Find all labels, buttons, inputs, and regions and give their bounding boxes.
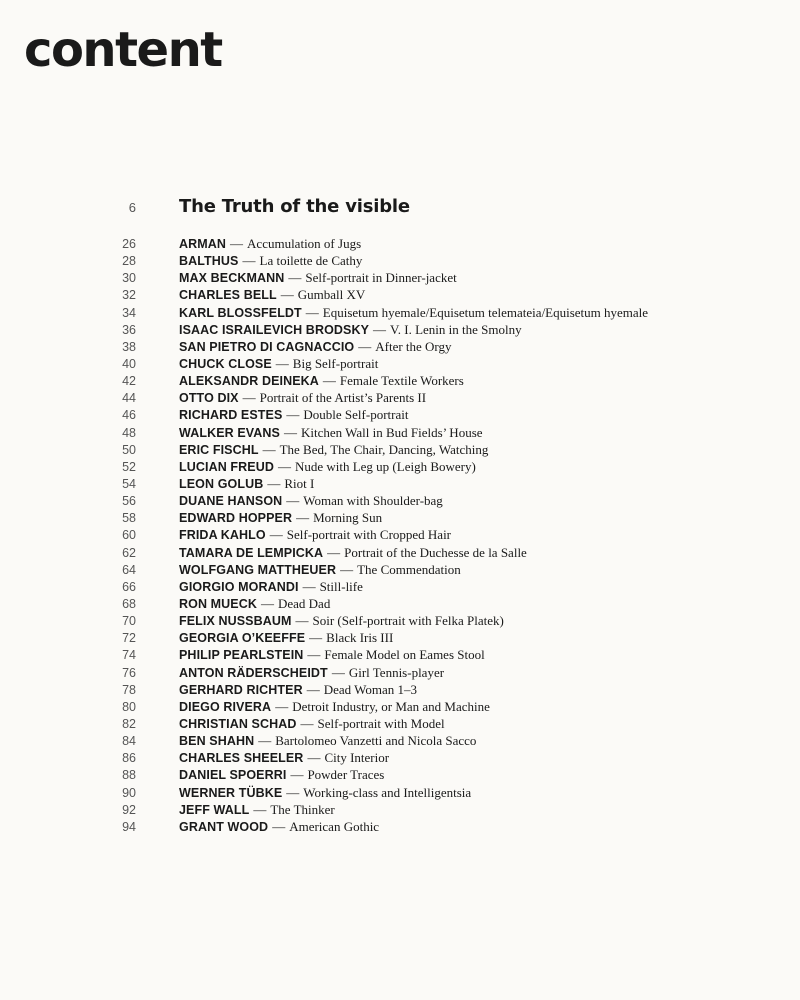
toc-page-number: 94 bbox=[122, 819, 136, 834]
toc-separator: — bbox=[340, 561, 354, 577]
toc-artist-name: WERNER TÜBKE bbox=[179, 785, 283, 800]
toc-entry bbox=[0, 269, 800, 286]
toc-work-title: Portrait of the Artist’s Parents II bbox=[259, 390, 427, 406]
toc-artist-name: SAN PIETRO DI CAGNACCIO bbox=[179, 339, 355, 354]
toc-entry-text bbox=[179, 732, 476, 750]
toc-artist-name: GIORGIO MORANDI bbox=[179, 579, 299, 594]
toc-page-number: 56 bbox=[122, 494, 136, 509]
toc-entry bbox=[0, 749, 800, 766]
toc-entry-text bbox=[179, 749, 389, 767]
toc-page-number: 88 bbox=[122, 768, 136, 783]
toc-artist-name: EDWARD HOPPER bbox=[179, 511, 293, 526]
toc-entry bbox=[0, 321, 800, 338]
toc-entry bbox=[0, 458, 800, 475]
section-heading bbox=[0, 196, 800, 217]
toc-work-title: Girl Tennis-player bbox=[348, 664, 445, 680]
toc-entry-text bbox=[179, 269, 457, 287]
toc-entry-text bbox=[179, 818, 379, 836]
toc-separator: — bbox=[283, 424, 297, 440]
toc-work-title: Gumball XV bbox=[297, 287, 366, 303]
toc-separator: — bbox=[327, 544, 341, 560]
toc-entry-text bbox=[179, 338, 452, 356]
toc-artist-name: CHARLES BELL bbox=[179, 288, 277, 303]
toc-entry bbox=[0, 664, 800, 681]
toc-artist-name: JEFF WALL bbox=[179, 802, 250, 817]
toc-entry bbox=[0, 441, 800, 458]
toc-entry bbox=[0, 286, 800, 303]
toc-page-number: 54 bbox=[122, 476, 136, 491]
toc-work-title: Still-life bbox=[319, 578, 363, 594]
toc-entry bbox=[0, 681, 800, 698]
toc-artist-name: PHILIP PEARLSTEIN bbox=[179, 648, 304, 663]
toc-page-number: 92 bbox=[122, 802, 136, 817]
toc-artist-name: LEON GOLUB bbox=[179, 476, 264, 491]
toc-artist-name: CHARLES SHEELER bbox=[179, 751, 304, 766]
toc-page-number: 48 bbox=[122, 425, 136, 440]
toc-entry-text bbox=[179, 561, 461, 579]
toc-entry bbox=[0, 252, 800, 269]
toc-artist-name: TAMARA DE LEMPICKA bbox=[179, 545, 324, 560]
toc-separator: — bbox=[286, 407, 300, 423]
toc-separator: — bbox=[242, 253, 256, 269]
toc-entry bbox=[0, 406, 800, 423]
section-page-number: 6 bbox=[128, 200, 136, 215]
toc-entry-text bbox=[179, 492, 443, 510]
toc-artist-name: GRANT WOOD bbox=[179, 819, 269, 834]
toc-work-title: Black Iris III bbox=[326, 630, 394, 646]
toc-artist-name: DANIEL SPOERRI bbox=[179, 768, 287, 783]
toc-entry bbox=[0, 801, 800, 818]
toc-work-title: V. I. Lenin in the Smolny bbox=[390, 321, 522, 337]
toc-page-number: 70 bbox=[122, 614, 136, 629]
toc-entry-text bbox=[179, 252, 362, 270]
toc-page-number: 60 bbox=[122, 528, 136, 543]
toc-separator: — bbox=[373, 321, 387, 337]
toc-entry bbox=[0, 304, 800, 321]
toc-entry bbox=[0, 424, 800, 441]
toc-artist-name: ALEKSANDR DEINEKA bbox=[179, 374, 319, 389]
toc-separator: — bbox=[295, 613, 309, 629]
section-title: The Truth of the visible bbox=[179, 196, 410, 217]
toc-page-number: 78 bbox=[122, 682, 136, 697]
toc-entry-text bbox=[179, 406, 408, 424]
toc-page-number: 74 bbox=[122, 648, 136, 663]
toc-work-title: Equisetum hyemale/Equisetum telemateia/Equisetum hyemale bbox=[322, 304, 649, 320]
toc-work-title: La toilette de Cathy bbox=[259, 253, 363, 269]
toc-artist-name: LUCIAN FREUD bbox=[179, 459, 274, 474]
toc-entry bbox=[0, 715, 800, 732]
toc-entry-text bbox=[179, 441, 488, 459]
toc-page-number: 40 bbox=[122, 356, 136, 371]
toc-entry-text bbox=[179, 766, 384, 784]
toc-entry-text bbox=[179, 424, 483, 442]
toc-page-number: 26 bbox=[122, 237, 136, 251]
toc-entry bbox=[0, 475, 800, 492]
toc-work-title: Self-portrait in Dinner-jacket bbox=[305, 270, 457, 286]
toc-separator: — bbox=[253, 801, 267, 817]
toc-entry bbox=[0, 629, 800, 646]
toc-artist-name: KARL BLOSSFELDT bbox=[179, 305, 302, 320]
toc-separator: — bbox=[242, 390, 256, 406]
toc-entry bbox=[0, 544, 800, 561]
toc-entry-text bbox=[179, 612, 504, 630]
toc-work-title: The Bed, The Chair, Dancing, Watching bbox=[279, 441, 489, 457]
toc-work-title: Working-class and Intelligentsia bbox=[303, 784, 472, 800]
toc-entry-text bbox=[179, 578, 363, 596]
toc-artist-name: DIEGO RIVERA bbox=[179, 699, 272, 714]
toc-entry-text bbox=[179, 304, 648, 322]
toc-entry-text bbox=[179, 355, 378, 373]
toc-page-number: 66 bbox=[122, 579, 136, 594]
toc-work-title: Powder Traces bbox=[307, 767, 385, 783]
toc-artist-name: FELIX NUSSBAUM bbox=[179, 614, 292, 629]
toc-entry bbox=[0, 561, 800, 578]
toc-work-title: Kitchen Wall in Bud Fields’ House bbox=[300, 424, 483, 440]
toc-entry-text bbox=[179, 698, 490, 716]
toc-separator: — bbox=[331, 664, 345, 680]
toc-entry-text bbox=[179, 715, 445, 733]
toc-artist-name: GERHARD RICHTER bbox=[179, 682, 303, 697]
toc-page-number: 84 bbox=[122, 734, 136, 749]
toc-separator: — bbox=[286, 784, 300, 800]
toc-page-number: 32 bbox=[122, 288, 136, 303]
toc-separator: — bbox=[358, 338, 372, 354]
toc-entry bbox=[0, 698, 800, 715]
toc-artist-name: BEN SHAHN bbox=[179, 734, 255, 749]
toc-entry bbox=[0, 612, 800, 629]
toc-entry bbox=[0, 372, 800, 389]
toc-entry bbox=[0, 338, 800, 355]
toc-work-title: Morning Sun bbox=[313, 510, 383, 526]
toc-page-number: 46 bbox=[122, 408, 136, 423]
toc-entry bbox=[0, 492, 800, 509]
toc-separator: — bbox=[258, 733, 272, 749]
toc-separator: — bbox=[300, 715, 314, 731]
toc-entry bbox=[0, 784, 800, 801]
toc-entry-text bbox=[179, 235, 361, 253]
toc-work-title: Dead Dad bbox=[277, 595, 331, 611]
toc-artist-name: WOLFGANG MATTHEUER bbox=[179, 562, 337, 577]
toc-entry-text bbox=[179, 526, 451, 544]
toc-artist-name: OTTO DIX bbox=[179, 391, 239, 406]
toc-work-title: The Thinker bbox=[270, 801, 335, 817]
toc-separator: — bbox=[267, 475, 281, 491]
toc-page-number: 86 bbox=[122, 751, 136, 766]
toc-artist-name: ANTON RÄDERSCHEIDT bbox=[179, 665, 328, 680]
toc-separator: — bbox=[302, 578, 316, 594]
page-title: content bbox=[24, 22, 222, 78]
toc-separator: — bbox=[306, 681, 320, 697]
toc-entry-text bbox=[179, 629, 393, 647]
toc-page-number: 34 bbox=[122, 305, 136, 320]
toc-artist-name: GEORGIA O’KEEFFE bbox=[179, 631, 306, 646]
toc-work-title: Dead Woman 1–3 bbox=[323, 681, 418, 697]
toc-entry-text bbox=[179, 458, 476, 476]
toc-entry bbox=[0, 646, 800, 663]
toc-artist-name: CHRISTIAN SCHAD bbox=[179, 716, 297, 731]
toc-entry-text bbox=[179, 544, 527, 562]
toc-entry bbox=[0, 578, 800, 595]
toc-separator: — bbox=[275, 698, 289, 714]
toc-work-title: After the Orgy bbox=[375, 338, 452, 354]
toc-artist-name: ISAAC ISRAILEVICH BRODSKY bbox=[179, 322, 370, 337]
toc-entry-text bbox=[179, 646, 485, 664]
toc-entry-text bbox=[179, 801, 335, 819]
toc-work-title: Accumulation of Jugs bbox=[247, 236, 362, 251]
toc-entry-text bbox=[179, 784, 471, 802]
toc-separator: — bbox=[290, 767, 304, 783]
toc-entry-text bbox=[179, 664, 444, 682]
toc-work-title: Self-portrait with Model bbox=[317, 715, 445, 731]
toc-separator: — bbox=[307, 647, 321, 663]
toc-entry bbox=[0, 595, 800, 612]
toc-entry-text bbox=[179, 681, 417, 699]
toc-page-number: 90 bbox=[122, 785, 136, 800]
toc-separator: — bbox=[296, 510, 310, 526]
toc-artist-name: ARMAN bbox=[179, 237, 227, 251]
toc-separator: — bbox=[272, 818, 286, 834]
toc-separator: — bbox=[305, 304, 319, 320]
toc-separator: — bbox=[269, 527, 283, 543]
toc-entry bbox=[0, 766, 800, 783]
toc-artist-name: RON MUECK bbox=[179, 596, 257, 611]
toc-page-number: 42 bbox=[122, 374, 136, 389]
toc-work-title: Self-portrait with Cropped Hair bbox=[286, 527, 452, 543]
toc-separator: — bbox=[280, 287, 294, 303]
toc-work-title: Double Self-portrait bbox=[303, 407, 409, 423]
table-of-contents bbox=[0, 235, 800, 835]
toc-work-title: Female Textile Workers bbox=[339, 373, 464, 389]
toc-work-title: American Gothic bbox=[289, 818, 380, 834]
toc-work-title: Bartolomeo Vanzetti and Nicola Sacco bbox=[275, 733, 477, 749]
toc-artist-name: CHUCK CLOSE bbox=[179, 356, 272, 371]
toc-work-title: Riot I bbox=[284, 475, 315, 491]
toc-page-number: 28 bbox=[122, 254, 136, 269]
toc-work-title: City Interior bbox=[324, 750, 390, 766]
toc-page-number: 62 bbox=[122, 545, 136, 560]
toc-artist-name: FRIDA KAHLO bbox=[179, 528, 266, 543]
toc-work-title: Big Self-portrait bbox=[292, 355, 379, 371]
toc-entry-text bbox=[179, 286, 365, 304]
toc-entry-text bbox=[179, 389, 426, 407]
toc-artist-name: WALKER EVANS bbox=[179, 425, 280, 440]
toc-page-number: 38 bbox=[122, 339, 136, 354]
toc-separator: — bbox=[286, 493, 300, 509]
toc-entry-text bbox=[179, 321, 522, 339]
toc-page-number: 58 bbox=[122, 511, 136, 526]
toc-page-number: 30 bbox=[122, 271, 136, 286]
toc-work-title: The Commendation bbox=[357, 561, 461, 577]
toc-entry bbox=[0, 732, 800, 749]
toc-separator: — bbox=[309, 630, 323, 646]
toc-separator: — bbox=[277, 458, 291, 474]
toc-work-title: Portrait of the Duchesse de la Salle bbox=[344, 544, 527, 560]
toc-page-number: 72 bbox=[122, 631, 136, 646]
toc-artist-name: DUANE HANSON bbox=[179, 494, 283, 509]
toc-work-title: Woman with Shoulder-bag bbox=[303, 493, 443, 509]
toc-separator: — bbox=[230, 236, 244, 251]
toc-entry-text bbox=[179, 372, 464, 390]
toc-page-number: 76 bbox=[122, 665, 136, 680]
toc-artist-name: ERIC FISCHL bbox=[179, 442, 259, 457]
toc-artist-name: MAX BECKMANN bbox=[179, 271, 285, 286]
toc-entry bbox=[0, 355, 800, 372]
toc-page-number: 36 bbox=[122, 322, 136, 337]
toc-work-title: Soir (Self-portrait with Felka Platek) bbox=[312, 613, 504, 629]
toc-page-number: 44 bbox=[122, 391, 136, 406]
toc-separator: — bbox=[260, 595, 274, 611]
toc-separator: — bbox=[322, 373, 336, 389]
toc-entry-text bbox=[179, 475, 314, 493]
toc-separator: — bbox=[262, 441, 276, 457]
toc-page-number: 50 bbox=[122, 442, 136, 457]
toc-entry bbox=[0, 818, 800, 835]
toc-separator: — bbox=[307, 750, 321, 766]
toc-artist-name: BALTHUS bbox=[179, 254, 239, 269]
toc-entry bbox=[0, 389, 800, 406]
toc-work-title: Detroit Industry, or Man and Machine bbox=[292, 698, 490, 714]
toc-entry bbox=[0, 235, 800, 252]
toc-work-title: Nude with Leg up (Leigh Bowery) bbox=[294, 458, 476, 474]
toc-page-number: 68 bbox=[122, 596, 136, 611]
toc-entry-text bbox=[179, 509, 382, 527]
toc-page-number: 52 bbox=[122, 459, 136, 474]
toc-separator: — bbox=[275, 355, 289, 371]
toc-separator: — bbox=[288, 270, 302, 286]
toc-artist-name: RICHARD ESTES bbox=[179, 408, 283, 423]
toc-entry-text bbox=[179, 595, 330, 613]
toc-entry bbox=[0, 526, 800, 543]
toc-page-number: 82 bbox=[122, 716, 136, 731]
toc-entry bbox=[0, 509, 800, 526]
toc-page-number: 80 bbox=[122, 699, 136, 714]
toc-work-title: Female Model on Eames Stool bbox=[324, 647, 485, 663]
toc-page-number: 64 bbox=[122, 562, 136, 577]
